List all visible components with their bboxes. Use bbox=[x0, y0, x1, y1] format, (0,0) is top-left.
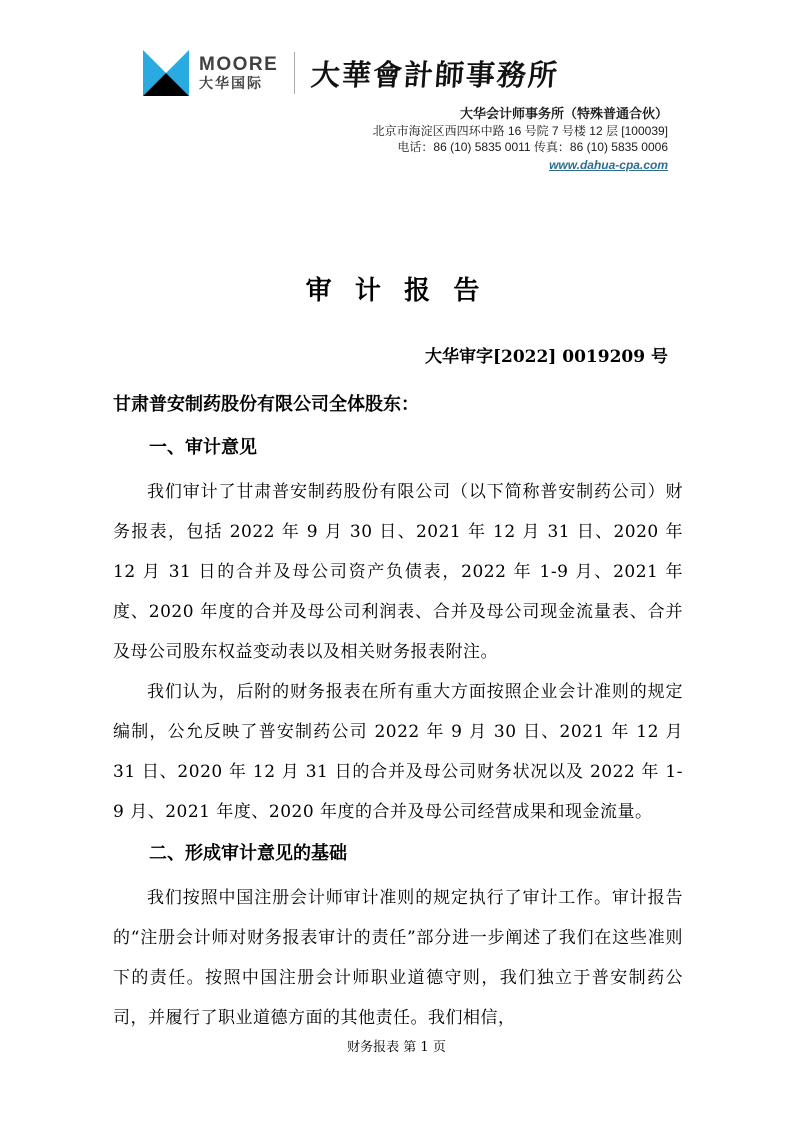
section-heading-basis: 二、形成审计意见的基础 bbox=[149, 843, 347, 863]
logo-brand-name-cn: 大华国际 bbox=[199, 75, 263, 91]
paragraph-opinion-1: 我们审计了甘肃普安制药股份有限公司（以下简称普安制药公司）财务报表，包括 2022 年 9 月 30 日、2021 年 12 月 31 日、2020 年 12 月 31 日的合并及母公司资产负债表，2022 年 1-9 月、2021 年度、2020 年度的合并及母公司利润表、合并及母公司现金流量表、合并及母公司股东权益变动表以及相关财务报表附注。 bbox=[113, 482, 683, 662]
logo-brand-name: MOORE bbox=[199, 54, 279, 75]
report-number: 大华审字[2022] 0019209 号 bbox=[424, 347, 668, 367]
report-title: 审 计 报 告 bbox=[305, 275, 488, 305]
firm-address: 北京市海淀区西四环中路 16 号院 7 号楼 12 层 [100039] bbox=[372, 123, 668, 138]
firm-contact-block bbox=[373, 106, 668, 173]
firm-logo-row bbox=[143, 50, 559, 96]
paragraph-opinion-2: 我们认为，后附的财务报表在所有重大方面按照企业会计准则的规定编制，公允反映了普安制药公司 2022 年 9 月 30 日、2021 年 12 月 31 日、2020 年 12 月 31 日的合并及母公司财务状况以及 2022 年 1-9 月、2021 年度、2020 年度的合并及母公司经营成果和现金流量。 bbox=[113, 682, 683, 822]
salutation: 甘肃普安制药股份有限公司全体股东： bbox=[113, 394, 419, 414]
moore-logo-icon bbox=[143, 50, 189, 96]
logo-divider bbox=[294, 52, 295, 94]
firm-phone-fax: 电话：86 (10) 5835 0011 传真：86 (10) 5835 0006 bbox=[397, 140, 668, 154]
paragraph-basis-1: 我们按照中国注册会计师审计准则的规定执行了审计工作。审计报告的“注册会计师对财务报表审计的责任”部分进一步阐述了我们在这些准则下的责任。按照中国注册会计师职业道德守则，我们独立于普安制药公司，并履行了职业道德方面的其他责任。我们相信， bbox=[113, 888, 683, 1028]
firm-name: 大华会计师事务所（特殊普通合伙） bbox=[459, 106, 668, 121]
section-heading-opinion: 一、审计意见 bbox=[149, 437, 257, 457]
report-body bbox=[113, 390, 683, 1038]
logo-text-block bbox=[199, 54, 278, 92]
firm-website-link[interactable]: www.dahua-cpa.com bbox=[549, 157, 668, 172]
firm-calligraphy-name: 大華會計師事務所 bbox=[309, 57, 561, 92]
page-footer: 财务报表 第 1 页 bbox=[347, 1040, 446, 1055]
